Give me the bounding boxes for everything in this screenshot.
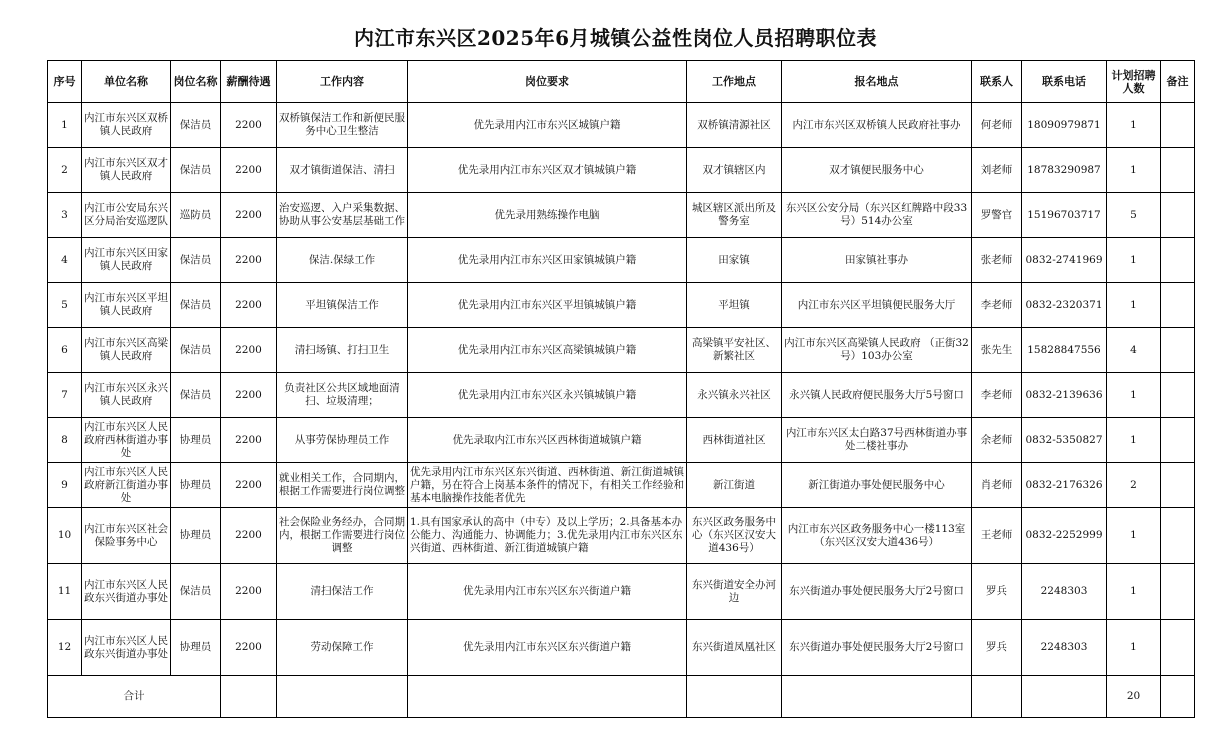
- cell-unit: 内江市东兴区社会保险事务中心: [82, 508, 171, 564]
- cell-signup: 东兴街道办事处便民服务大厅2号窗口: [782, 564, 972, 620]
- cell-phone: 18783290987: [1022, 148, 1107, 193]
- cell-signup: 内江市东兴区平坦镇便民服务大厅: [782, 283, 972, 328]
- cell-requirement: 优先录用内江市东兴区城镇户籍: [408, 103, 687, 148]
- cell-pay: 2200: [221, 283, 277, 328]
- cell-post: 巡防员: [171, 193, 221, 238]
- cell-content: 从事劳保协理员工作: [277, 418, 408, 463]
- cell-place: 双才镇辖区内: [687, 148, 782, 193]
- cell-phone: 18090979871: [1022, 103, 1107, 148]
- cell-requirement: 优先录用内江市东兴区东兴街道户籍: [408, 620, 687, 676]
- empty-cell: [277, 676, 408, 718]
- cell-count: 1: [1107, 148, 1161, 193]
- header-cell: 联系人: [972, 61, 1022, 103]
- cell-requirement: 优先录用熟练操作电脑: [408, 193, 687, 238]
- cell-content: 双才镇街道保洁、清扫: [277, 148, 408, 193]
- cell-no: 4: [48, 238, 82, 283]
- header-row: [48, 61, 1195, 103]
- cell-pay: 2200: [221, 564, 277, 620]
- cell-post: 保洁员: [171, 283, 221, 328]
- cell-content: 双桥镇保洁工作和新便民服务中心卫生整洁: [277, 103, 408, 148]
- cell-signup: 双才镇便民服务中心: [782, 148, 972, 193]
- cell-unit: 内江市东兴区双桥镇人民政府: [82, 103, 171, 148]
- cell-signup: 内江市东兴区政务服务中心一楼113室（东兴区汉安大道436号）: [782, 508, 972, 564]
- header-cell: 备注: [1161, 61, 1195, 103]
- cell-requirement: 优先录取内江市东兴区西林街道城镇户籍: [408, 418, 687, 463]
- empty-cell: [687, 676, 782, 718]
- cell-note: [1161, 418, 1195, 463]
- cell-requirement: 优先录用内江市东兴区平坦镇城镇户籍: [408, 283, 687, 328]
- cell-post: 保洁员: [171, 238, 221, 283]
- cell-phone: 15196703717: [1022, 193, 1107, 238]
- cell-contact: 余老师: [972, 418, 1022, 463]
- cell-signup: 内江市东兴区高梁镇人民政府 （正街32号）103办公室: [782, 328, 972, 373]
- cell-unit: 内江市东兴区永兴镇人民政府: [82, 373, 171, 418]
- header-cell: 序号: [48, 61, 82, 103]
- table-row: [48, 418, 1195, 463]
- cell-content: 负责社区公共区域地面清扫、垃圾清理；: [277, 373, 408, 418]
- cell-no: 1: [48, 103, 82, 148]
- cell-contact: 罗警官: [972, 193, 1022, 238]
- cell-phone: 0832-2252999: [1022, 508, 1107, 564]
- cell-count: 2: [1107, 463, 1161, 508]
- cell-post: 协理员: [171, 463, 221, 508]
- cell-content: 劳动保障工作: [277, 620, 408, 676]
- header-cell: 联系电话: [1022, 61, 1107, 103]
- table-row: [48, 328, 1195, 373]
- cell-signup: 新江街道办事处便民服务中心: [782, 463, 972, 508]
- cell-pay: 2200: [221, 620, 277, 676]
- cell-unit: 内江市东兴区双才镇人民政府: [82, 148, 171, 193]
- cell-place: 新江街道: [687, 463, 782, 508]
- cell-note: [1161, 283, 1195, 328]
- table-row: [48, 564, 1195, 620]
- cell-pay: 2200: [221, 508, 277, 564]
- cell-phone: 0832-2320371: [1022, 283, 1107, 328]
- cell-count: 1: [1107, 620, 1161, 676]
- total-count: 20: [1107, 676, 1161, 718]
- cell-unit: 内江市东兴区人民政东兴街道办事处: [82, 564, 171, 620]
- empty-cell: [1022, 676, 1107, 718]
- cell-unit: 内江市公安局东兴区分局治安巡逻队: [82, 193, 171, 238]
- cell-phone: 0832-5350827: [1022, 418, 1107, 463]
- table-row: [48, 238, 1195, 283]
- total-row: [48, 676, 1195, 718]
- cell-count: 1: [1107, 283, 1161, 328]
- cell-phone: 15828847556: [1022, 328, 1107, 373]
- cell-note: [1161, 148, 1195, 193]
- table-row: [48, 283, 1195, 328]
- cell-no: 7: [48, 373, 82, 418]
- cell-signup: 内江市东兴区太白路37号西林街道办事处二楼社事办: [782, 418, 972, 463]
- cell-requirement: 优先录用内江市东兴区双才镇城镇户籍: [408, 148, 687, 193]
- cell-signup: 永兴镇人民政府便民服务大厅5号窗口: [782, 373, 972, 418]
- cell-count: 4: [1107, 328, 1161, 373]
- cell-contact: 罗兵: [972, 564, 1022, 620]
- empty-cell: [972, 676, 1022, 718]
- cell-requirement: 优先录用内江市东兴区东兴街道、西林街道、新江街道城镇户籍，另在符合上岗基本条件的情况下，有相关工作经验和基本电脑操作技能者优先: [408, 463, 687, 508]
- cell-requirement: 优先录用内江市东兴区永兴镇城镇户籍: [408, 373, 687, 418]
- cell-count: 1: [1107, 508, 1161, 564]
- empty-cell: [1161, 676, 1195, 718]
- cell-note: [1161, 103, 1195, 148]
- cell-note: [1161, 564, 1195, 620]
- cell-count: 1: [1107, 373, 1161, 418]
- cell-count: 1: [1107, 238, 1161, 283]
- cell-no: 9: [48, 463, 82, 508]
- cell-contact: 肖老师: [972, 463, 1022, 508]
- cell-note: [1161, 238, 1195, 283]
- header-cell: 工作内容: [277, 61, 408, 103]
- cell-place: 永兴镇永兴社区: [687, 373, 782, 418]
- cell-no: 10: [48, 508, 82, 564]
- cell-note: [1161, 373, 1195, 418]
- cell-phone: 0832-2176326: [1022, 463, 1107, 508]
- cell-unit: 内江市东兴区人民政东兴街道办事处: [82, 620, 171, 676]
- cell-pay: 2200: [221, 193, 277, 238]
- table-row: [48, 193, 1195, 238]
- cell-post: 协理员: [171, 418, 221, 463]
- cell-phone: 2248303: [1022, 564, 1107, 620]
- cell-place: 双桥镇清源社区: [687, 103, 782, 148]
- cell-note: [1161, 508, 1195, 564]
- cell-place: 东兴街道安全办河边: [687, 564, 782, 620]
- cell-requirement: 优先录用内江市东兴区田家镇城镇户籍: [408, 238, 687, 283]
- cell-no: 12: [48, 620, 82, 676]
- cell-count: 5: [1107, 193, 1161, 238]
- cell-signup: 东兴区公安分局（东兴区红牌路中段33号）514办公室: [782, 193, 972, 238]
- cell-unit: 内江市东兴区田家镇人民政府: [82, 238, 171, 283]
- cell-no: 3: [48, 193, 82, 238]
- cell-place: 平坦镇: [687, 283, 782, 328]
- cell-place: 东兴街道凤凰社区: [687, 620, 782, 676]
- cell-note: [1161, 328, 1195, 373]
- cell-post: 协理员: [171, 508, 221, 564]
- empty-cell: [782, 676, 972, 718]
- cell-contact: 李老师: [972, 283, 1022, 328]
- cell-pay: 2200: [221, 103, 277, 148]
- cell-pay: 2200: [221, 373, 277, 418]
- cell-contact: 何老师: [972, 103, 1022, 148]
- cell-post: 协理员: [171, 620, 221, 676]
- cell-pay: 2200: [221, 463, 277, 508]
- header-cell: 工作地点: [687, 61, 782, 103]
- table-row: [48, 373, 1195, 418]
- cell-signup: 东兴街道办事处便民服务大厅2号窗口: [782, 620, 972, 676]
- cell-contact: 李老师: [972, 373, 1022, 418]
- cell-count: 1: [1107, 103, 1161, 148]
- cell-phone: 2248303: [1022, 620, 1107, 676]
- header-cell: 岗位要求: [408, 61, 687, 103]
- header-cell: 薪酬待遇: [221, 61, 277, 103]
- cell-pay: 2200: [221, 238, 277, 283]
- cell-unit: 内江市东兴区平坦镇人民政府: [82, 283, 171, 328]
- cell-contact: 罗兵: [972, 620, 1022, 676]
- cell-post: 保洁员: [171, 328, 221, 373]
- cell-post: 保洁员: [171, 373, 221, 418]
- cell-pay: 2200: [221, 148, 277, 193]
- cell-unit: 内江市东兴区人民政府西林街道办事处: [82, 418, 171, 463]
- cell-signup: 内江市东兴区双桥镇人民政府社事办: [782, 103, 972, 148]
- total-label: 合计: [48, 676, 221, 718]
- cell-content: 保洁.保绿工作: [277, 238, 408, 283]
- cell-post: 保洁员: [171, 564, 221, 620]
- cell-note: [1161, 463, 1195, 508]
- cell-requirement: 优先录用内江市东兴区高梁镇城镇户籍: [408, 328, 687, 373]
- cell-signup: 田家镇社事办: [782, 238, 972, 283]
- cell-content: 就业相关工作，合同期内，根据工作需要进行岗位调整: [277, 463, 408, 508]
- cell-requirement: 优先录用内江市东兴区东兴街道户籍: [408, 564, 687, 620]
- cell-content: 平坦镇保洁工作: [277, 283, 408, 328]
- header-cell: 单位名称: [82, 61, 171, 103]
- cell-content: 治安巡逻、入户采集数据、协助从事公安基层基础工作: [277, 193, 408, 238]
- table-row: [48, 148, 1195, 193]
- header-cell: 计划招聘人数: [1107, 61, 1161, 103]
- cell-place: 东兴区政务服务中心（东兴区汉安大道436号）: [687, 508, 782, 564]
- cell-place: 田家镇: [687, 238, 782, 283]
- cell-count: 1: [1107, 564, 1161, 620]
- cell-no: 11: [48, 564, 82, 620]
- header-cell: 岗位名称: [171, 61, 221, 103]
- cell-content: 清扫保洁工作: [277, 564, 408, 620]
- cell-count: 1: [1107, 418, 1161, 463]
- page-title: 内江市东兴区2025年6月城镇公益性岗位人员招聘职位表: [353, 26, 878, 50]
- cell-place: 西林街道社区: [687, 418, 782, 463]
- table-row: [48, 508, 1195, 564]
- table-row: [48, 620, 1195, 676]
- cell-post: 保洁员: [171, 103, 221, 148]
- empty-cell: [408, 676, 687, 718]
- cell-no: 5: [48, 283, 82, 328]
- cell-post: 保洁员: [171, 148, 221, 193]
- cell-phone: 0832-2139636: [1022, 373, 1107, 418]
- cell-unit: 内江市东兴区人民政府新江街道办事处: [82, 463, 171, 508]
- recruitment-table: [47, 60, 1195, 718]
- empty-cell: [221, 676, 277, 718]
- cell-no: 2: [48, 148, 82, 193]
- cell-no: 8: [48, 418, 82, 463]
- cell-place: 高梁镇平安社区、新繁社区: [687, 328, 782, 373]
- cell-content: 社会保险业务经办，合同期内，根据工作需要进行岗位调整: [277, 508, 408, 564]
- header-cell: 报名地点: [782, 61, 972, 103]
- cell-pay: 2200: [221, 418, 277, 463]
- cell-unit: 内江市东兴区高梁镇人民政府: [82, 328, 171, 373]
- cell-content: 清扫场镇、打扫卫生: [277, 328, 408, 373]
- cell-note: [1161, 620, 1195, 676]
- cell-requirement: 1.具有国家承认的高中（中专）及以上学历；2.具备基本办公能力、沟通能力、协调能力；3.优先录用内江市东兴区东兴街道、西林街道、新江街道城镇户籍: [408, 508, 687, 564]
- cell-contact: 张老师: [972, 238, 1022, 283]
- cell-contact: 刘老师: [972, 148, 1022, 193]
- cell-pay: 2200: [221, 328, 277, 373]
- table-row: [48, 463, 1195, 508]
- cell-contact: 张先生: [972, 328, 1022, 373]
- cell-no: 6: [48, 328, 82, 373]
- cell-contact: 王老师: [972, 508, 1022, 564]
- cell-place: 城区辖区派出所及警务室: [687, 193, 782, 238]
- cell-phone: 0832-2741969: [1022, 238, 1107, 283]
- table-row: [48, 103, 1195, 148]
- cell-note: [1161, 193, 1195, 238]
